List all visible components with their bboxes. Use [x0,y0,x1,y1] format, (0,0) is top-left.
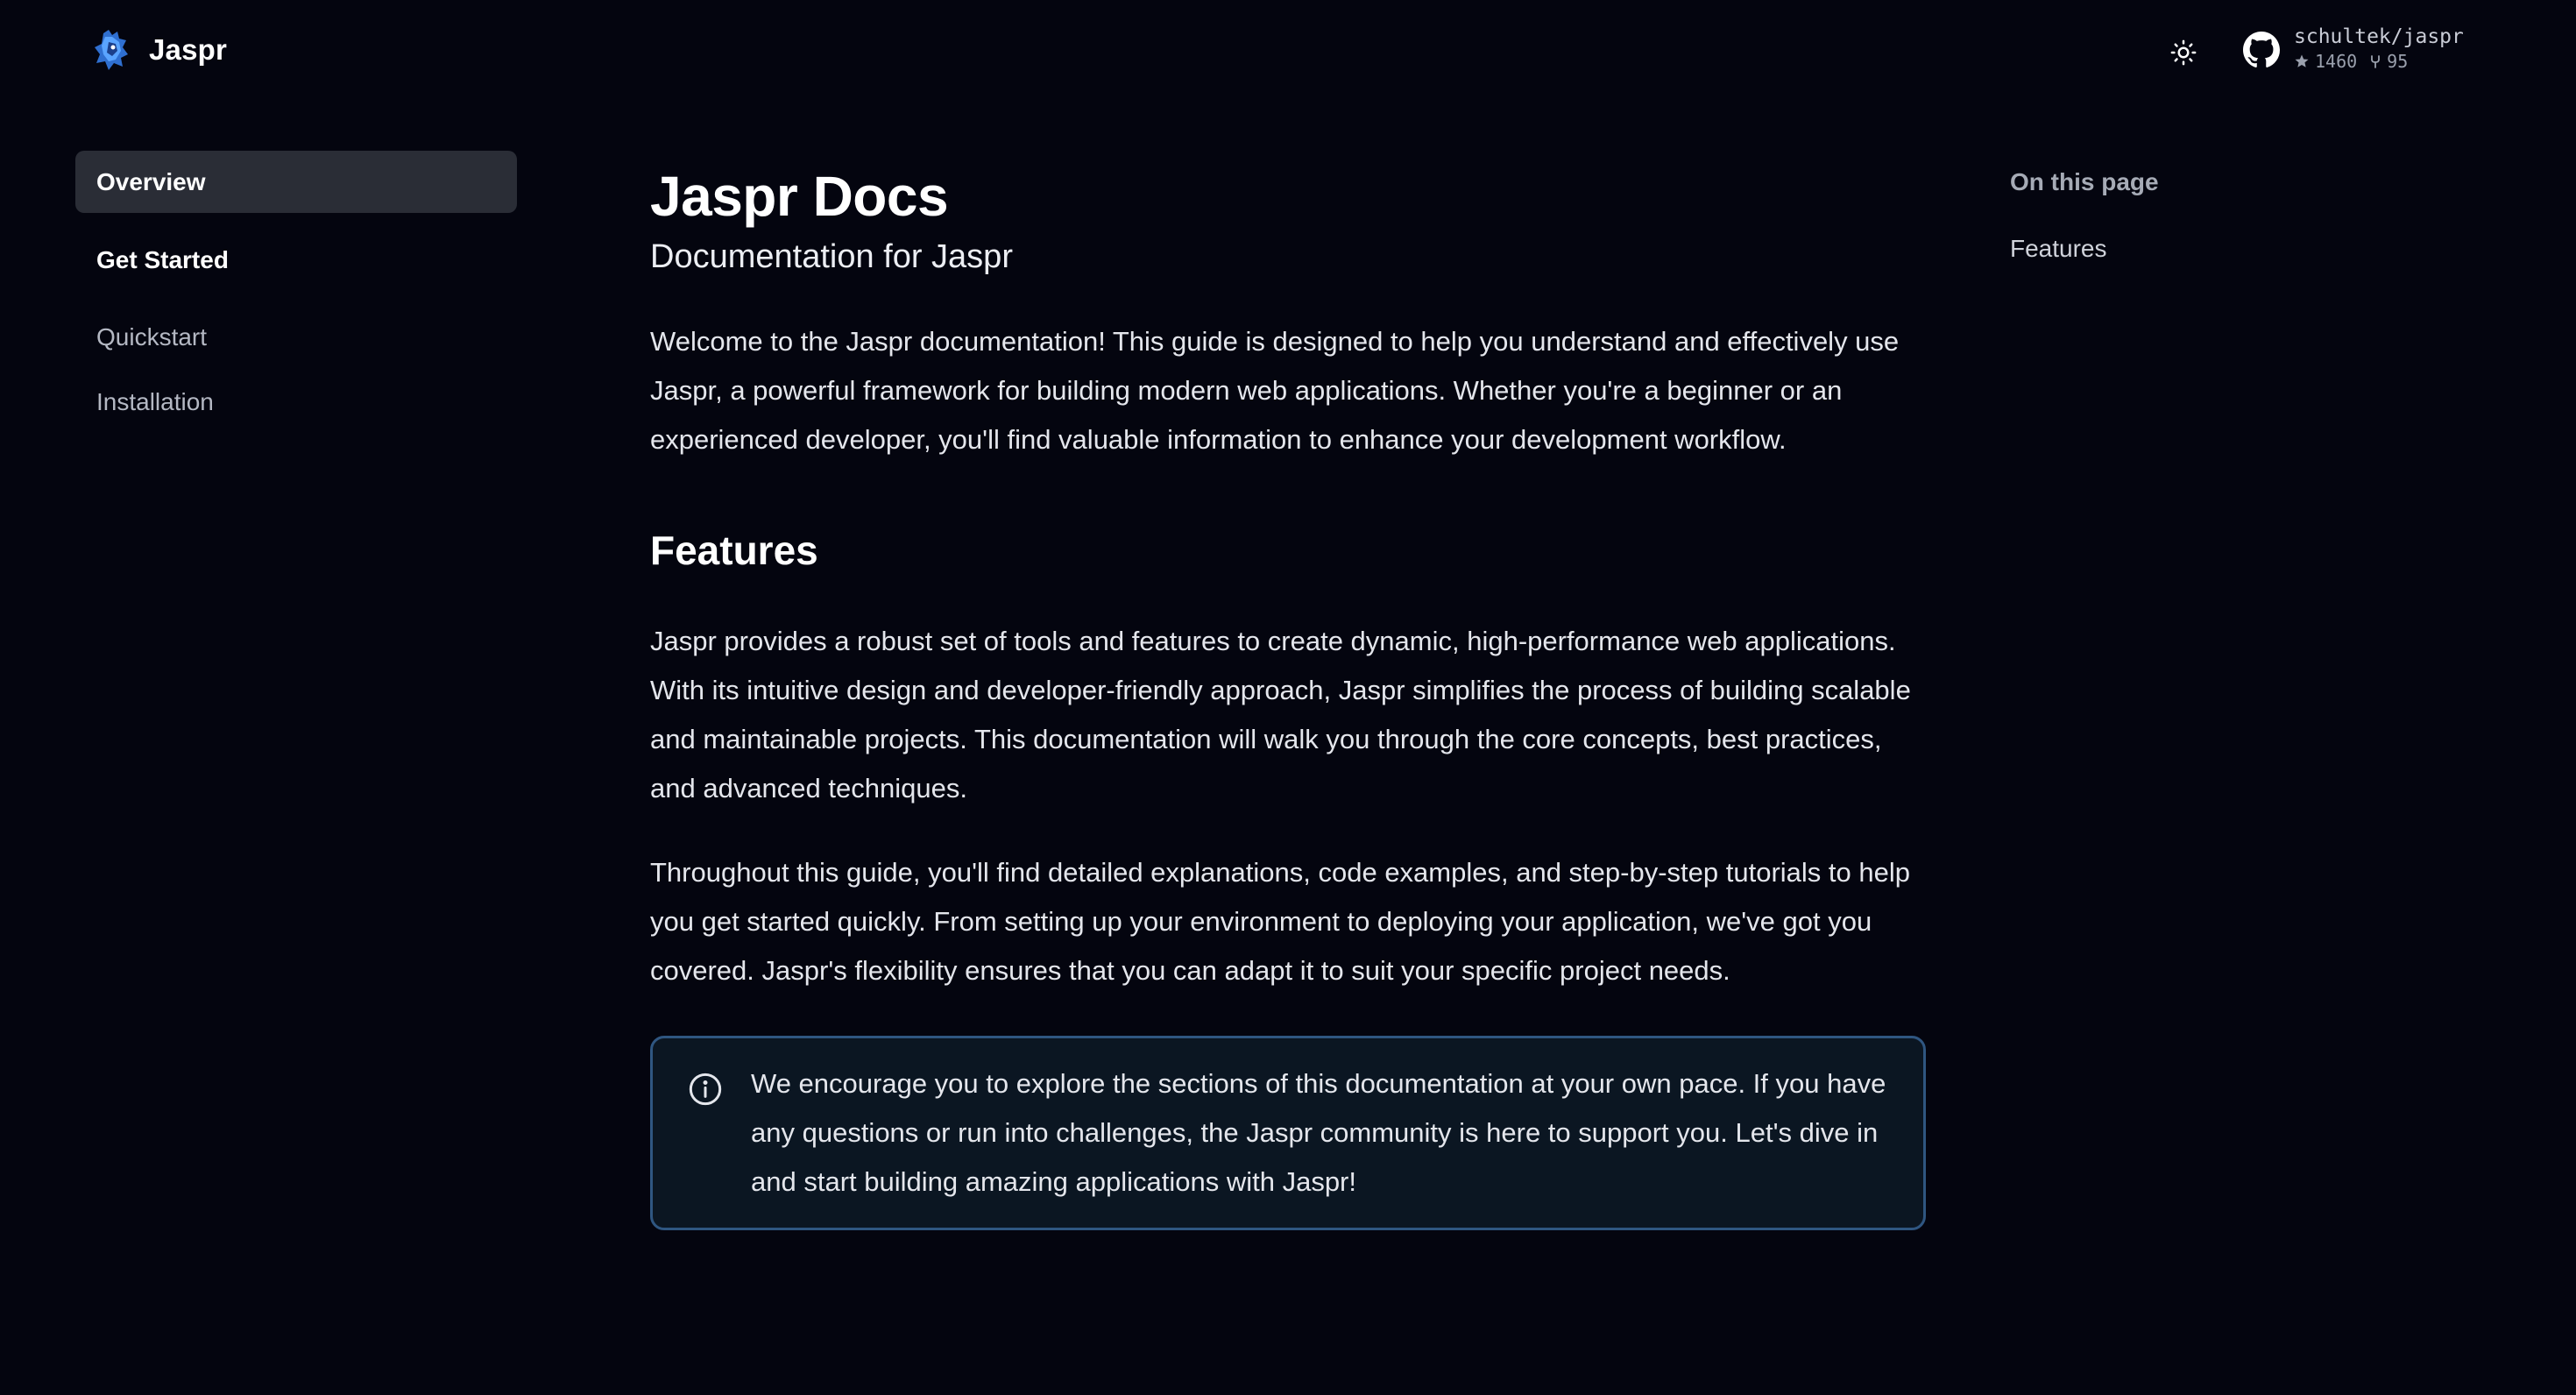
brand-name: Jaspr [149,33,228,66]
star-icon [2294,53,2310,69]
repo-star-count: 1460 [2315,51,2358,72]
github-icon [2243,32,2280,68]
sidebar-item-installation[interactable]: Installation [96,388,214,415]
sun-icon [2170,39,2197,66]
table-of-contents [2010,165,2360,266]
toc-title: On this page [2010,168,2159,195]
theme-toggle-button[interactable] [2164,33,2203,72]
jaspr-logo-icon [93,28,130,72]
page-subtitle: Documentation for Jaspr [650,238,1013,275]
repo-stats [2294,51,2464,72]
brand-home-link[interactable] [93,28,227,72]
sidebar-nav [75,151,517,420]
features-paragraph: Jaspr provides a robust set of tools and features to create dynamic, high-performance web applications. With its intuitive design and developer-friendly approach, Jaspr simplifies the process of building scalable and maintainable projects. This documentation will walk you through the core concepts, best practices, and advanced techniques. [650,626,1911,804]
toc-link-features[interactable]: Features [2010,235,2107,262]
repo-fork-count: 95 [2387,51,2409,72]
intro-paragraph: Welcome to the Jaspr documentation! This guide is designed to help you understand and effectively use Jaspr, a powerful framework for building modern web applications. Whether you're a beginner or an experienced developer, you'll find valuable information to enhance your development workflow. [650,326,1900,455]
top-header [0,0,2576,103]
github-repo-link[interactable] [2243,23,2464,72]
sidebar-section-get-started: Get Started [96,246,229,273]
features-paragraph: Throughout this guide, you'll find detailed explanations, code examples, and step-by-step tutorials to help you get started quickly. From setting up your environment to deploying your application, we've got you covered. Jaspr's flexibility ensures that you can adapt it to suit your specific project needs. [650,857,1910,986]
sidebar-item-overview[interactable]: Overview [75,151,517,213]
repo-name: schultek/jaspr [2294,25,2464,48]
info-icon [688,1072,723,1107]
fork-icon [2369,53,2381,69]
main-content [650,158,1926,1230]
info-callout [650,1036,1926,1230]
features-heading: Features [650,528,818,573]
callout-text: We encourage you to explore the sections of this documentation at your own pace. If you have any questions or run into challenges, the Jaspr community is here to support you. Let's dive in and start building amazing applications with Jaspr! [751,1068,1886,1197]
page-title: Jaspr Docs [650,165,949,228]
sidebar-item-quickstart[interactable]: Quickstart [96,323,208,351]
